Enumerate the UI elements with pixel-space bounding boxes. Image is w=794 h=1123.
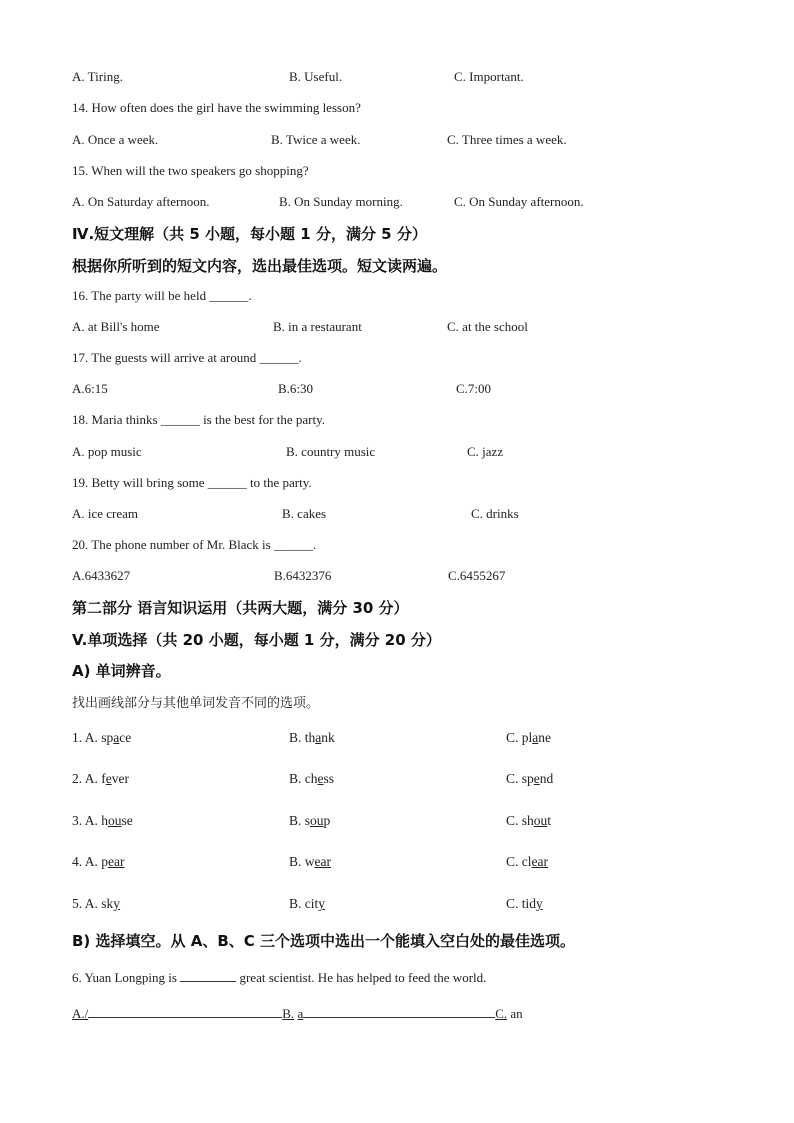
subsection-b-title: B) 选择填空。从 A、B、C 三个选项中选出一个能填入空白处的最佳选项。 xyxy=(72,932,576,950)
q13-option-c: C. Important. xyxy=(454,69,524,84)
word-part: B. ch xyxy=(289,771,318,786)
q15-option-c: C. On Sunday afternoon. xyxy=(454,194,584,209)
phonetics-3-c xyxy=(506,813,551,829)
phonetics-5-c xyxy=(506,896,543,912)
q15-option-b: B. On Sunday morning. xyxy=(279,194,403,209)
q6-option-a-line xyxy=(88,1005,282,1018)
q6-option-c-value: an xyxy=(510,1006,523,1021)
section4-title: Ⅳ.短文理解（共 5 小题，每小题 1 分，满分 5 分） xyxy=(72,225,427,243)
q19-option-a: A. ice cream xyxy=(72,506,139,521)
q15-option-a: A. On Saturday afternoon. xyxy=(72,194,210,209)
phonetics-1-c xyxy=(506,730,551,746)
part2-title: 第二部分 语言知识运用（共两大题，满分 30 分） xyxy=(72,599,409,617)
subsection-a-instruction: 找出画线部分与其他单词发音不同的选项。 xyxy=(72,696,320,711)
underlined-part: ou xyxy=(108,813,122,828)
question-number: 4. A. xyxy=(72,854,98,869)
phonetics-4-b xyxy=(289,854,331,870)
q17-question: 17. The guests will arrive at around ______. xyxy=(72,350,302,365)
q13-option-b: B. Useful. xyxy=(289,69,343,84)
q20-option-a: A.6433627 xyxy=(72,568,131,583)
word-part: C. sp xyxy=(506,771,534,786)
q6-option-b-value: a xyxy=(297,1006,304,1021)
phonetics-1-a xyxy=(72,730,131,746)
q19-option-c: C. drinks xyxy=(471,506,519,521)
phonetics-3-b xyxy=(289,813,330,829)
q6-options xyxy=(72,1005,523,1022)
phonetics-1-b xyxy=(289,730,335,746)
phonetics-4-a xyxy=(72,854,125,870)
phonetics-4-c xyxy=(506,854,548,870)
word-part: ver xyxy=(111,771,130,786)
question-number: 5. A. xyxy=(72,896,98,911)
q6-option-c-label: C. xyxy=(495,1006,508,1021)
q18-option-c: C. jazz xyxy=(467,444,504,459)
q6-blank xyxy=(180,969,236,982)
q17-option-a: A.6:15 xyxy=(72,381,108,396)
word-part: B. s xyxy=(289,813,311,828)
underlined-part: ou xyxy=(533,813,548,828)
word-part: ss xyxy=(323,771,335,786)
q6-option-a-value: / xyxy=(84,1006,89,1021)
q17-option-b: B.6:30 xyxy=(278,381,314,396)
word-part: sp xyxy=(101,730,114,745)
question-number: 3. A. xyxy=(72,813,98,828)
phonetics-2-b xyxy=(289,771,334,787)
underlined-part: ear xyxy=(108,854,125,869)
underlined-part: y xyxy=(113,896,121,911)
q20-option-c: C.6455267 xyxy=(448,568,506,583)
word-part: t xyxy=(547,813,552,828)
question-number: 2. A. xyxy=(72,771,98,786)
underlined-part: ear xyxy=(531,854,548,869)
q19-question: 19. Betty will bring some ______ to the party. xyxy=(72,475,312,490)
word-part: B. cit xyxy=(289,896,319,911)
q6-option-b-label: B. xyxy=(282,1006,295,1021)
q18-question: 18. Maria thinks ______ is the best for the party. xyxy=(72,412,325,427)
q6-option-b-line xyxy=(303,1005,495,1018)
q15-question: 15. When will the two speakers go shopping? xyxy=(72,163,309,178)
word-part: B. w xyxy=(289,854,315,869)
word-part: h xyxy=(101,813,109,828)
underlined-part: e xyxy=(533,771,540,786)
word-part: p xyxy=(323,813,331,828)
underlined-part: a xyxy=(532,730,539,745)
underlined-part: e xyxy=(105,771,112,786)
q14-question: 14. How often does the girl have the swimming lesson? xyxy=(72,100,361,115)
section4-instruction: 根据你所听到的短文内容，选出最佳选项。短文读两遍。 xyxy=(72,257,448,275)
phonetics-2-c xyxy=(506,771,553,787)
underlined-part: ou xyxy=(310,813,324,828)
q20-question: 20. The phone number of Mr. Black is ______. xyxy=(72,537,317,552)
subsection-a-title: A) 单词辨音。 xyxy=(72,662,171,680)
underlined-part: a xyxy=(113,730,120,745)
q17-option-c: C.7:00 xyxy=(456,381,492,396)
q6-question-end: great scientist. He has helped to feed the world. xyxy=(239,970,487,985)
underlined-part: e xyxy=(317,771,324,786)
word-part: nd xyxy=(539,771,554,786)
word-part: se xyxy=(121,813,133,828)
q20-option-b: B.6432376 xyxy=(274,568,332,583)
q14-option-b: B. Twice a week. xyxy=(271,132,361,147)
underlined-part: ear xyxy=(314,854,331,869)
q16-question: 16. The party will be held ______. xyxy=(72,288,252,303)
q6-question xyxy=(72,969,486,986)
word-part: C. cl xyxy=(506,854,532,869)
word-part: B. th xyxy=(289,730,316,745)
q16-option-c: C. at the school xyxy=(447,319,528,334)
word-part: nk xyxy=(321,730,335,745)
q14-option-a: A. Once a week. xyxy=(72,132,159,147)
word-part: p xyxy=(101,854,109,869)
underlined-part: y xyxy=(536,896,543,911)
word-part: C. pl xyxy=(506,730,533,745)
q16-option-a: A. at Bill's home xyxy=(72,319,160,334)
q6-question-start: 6. Yuan Longping is xyxy=(72,970,177,985)
word-part: ne xyxy=(538,730,552,745)
underlined-part: y xyxy=(318,896,325,911)
q18-option-b: B. country music xyxy=(286,444,376,459)
phonetics-5-a xyxy=(72,896,120,912)
word-part: sk xyxy=(101,896,114,911)
word-part: C. tid xyxy=(506,896,537,911)
q14-option-c: C. Three times a week. xyxy=(447,132,567,147)
phonetics-2-a xyxy=(72,771,129,787)
q16-option-b: B. in a restaurant xyxy=(273,319,362,334)
q13-option-a: A. Tiring. xyxy=(72,69,123,84)
word-part: f xyxy=(101,771,106,786)
q18-option-a: A. pop music xyxy=(72,444,142,459)
q6-option-a-label: A. xyxy=(72,1006,85,1021)
q19-option-b: B. cakes xyxy=(282,506,327,521)
question-number: 1. A. xyxy=(72,730,98,745)
underlined-part: a xyxy=(315,730,322,745)
section5-title: V.单项选择（共 20 小题，每小题 1 分，满分 20 分） xyxy=(72,631,441,649)
phonetics-5-b xyxy=(289,896,325,912)
word-part: ce xyxy=(119,730,132,745)
word-part: C. sh xyxy=(506,813,534,828)
phonetics-3-a xyxy=(72,813,133,829)
